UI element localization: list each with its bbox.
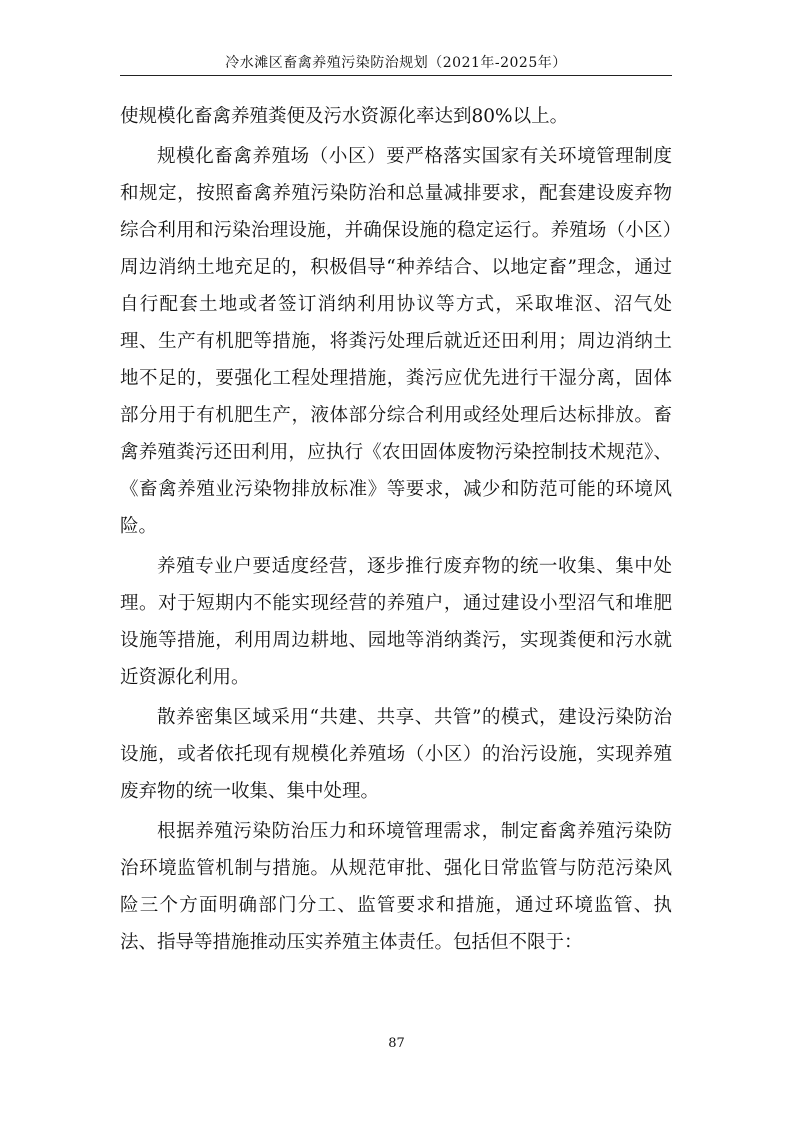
- document-body: [120, 98, 672, 961]
- paragraph-continuation: 使规模化畜禽养殖粪便及污水资源化率达到80%以上。: [120, 106, 569, 127]
- running-header: 冷水滩区畜禽养殖污染防治规划（2021年-2025年）: [225, 55, 567, 71]
- paragraph-large-scale-farms: 规模化畜禽养殖场（小区）要严格落实国家有关环境管理制度和规定，按照畜禽养殖污染防治和总量减排要求，配套建设废弃物综合利用和污染治理设施，并确保设施的稳定运行。养殖场（小区）周边消纳土地充足的，积极倡导“种养结合、以地定畜”理念，通过自行配套土地或者签订消纳利用协议等方式，采取堆沤、沼气处理、生产有机肥等措施，将粪污处理后就近还田利用；周边消纳土地不足的，要强化工程处理措施，粪污应优先进行干湿分离，固体部分用于有机肥生产，液体部分综合利用或经处理后达标排放。畜禽养殖粪污还田利用，应执行《农田固体废物污染控制技术规范》、《畜禽养殖业污染物排放标准》等要求，减少和防范可能的环境风险。: [120, 146, 672, 537]
- paragraph-supervision-mechanism: 根据养殖污染防治压力和环境管理需求，制定畜禽养殖污染防治环境监管机制与措施。从规范审批、强化日常监管与防范污染风险三个方面明确部门分工、监管要求和措施，通过环境监管、执法、指导等措施推动压实养殖主体责任。包括但不限于：: [120, 821, 672, 953]
- header-divider: [120, 75, 672, 76]
- paragraph-specialized-households: 养殖专业户要适度经营，逐步推行废弃物的统一收集、集中处理。对于短期内不能实现经营的养殖户，通过建设小型沼气和堆肥设施等措施，利用周边耕地、园地等消纳粪污，实现粪便和污水就近资源化利用。: [120, 556, 672, 688]
- paragraph-dense-free-range-areas: 散养密集区域采用“共建、共享、共管”的模式，建设污染防治设施，或者依托现有规模化养殖场（小区）的治污设施，实现养殖废弃物的统一收集、集中处理。: [120, 707, 672, 802]
- page-number: 87: [388, 1036, 405, 1051]
